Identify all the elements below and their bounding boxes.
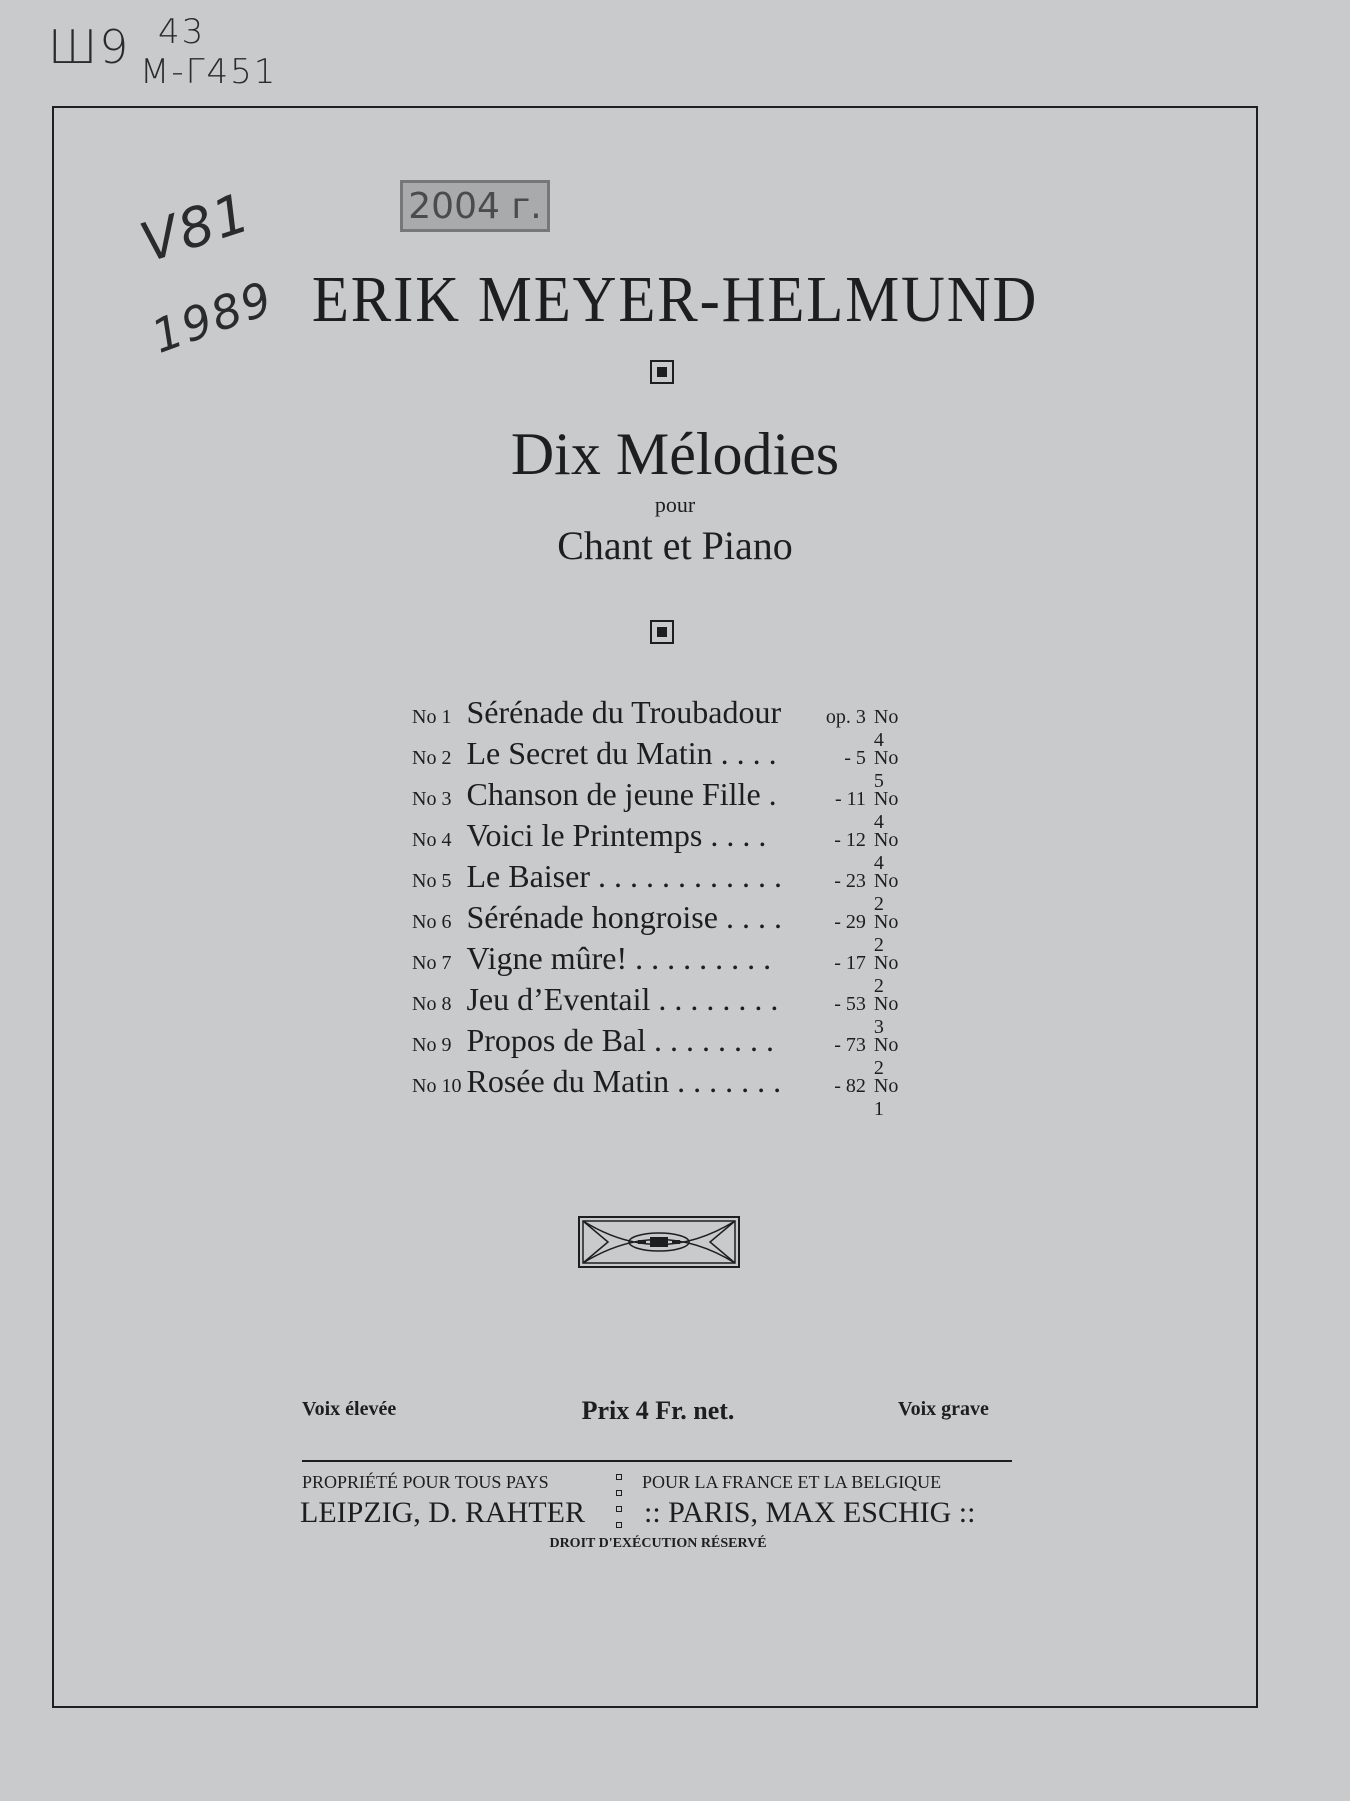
- contents-opno: No 2: [873, 1034, 899, 1079]
- contents-opno: No 1: [873, 1075, 899, 1120]
- contents-opno: No 3: [873, 993, 899, 1038]
- contents-song: Sérénade du Troubadour: [466, 694, 782, 730]
- contents-song: Jeu d’Eventail . . . . . . . .: [466, 981, 779, 1017]
- square-ornament-icon: [650, 360, 674, 384]
- decorative-vignette-icon: [578, 1216, 740, 1268]
- contents-song: Le Baiser . . . . . . . . . . . .: [466, 858, 782, 894]
- contents-row: [412, 940, 912, 997]
- territory-notice: POUR LA FRANCE ET LA BELGIQUE: [642, 1472, 942, 1492]
- contents-opno: No 4: [873, 788, 899, 833]
- contents-op: - 73: [834, 1034, 866, 1056]
- handwritten-number: 43: [158, 12, 206, 52]
- contents-op: op. 3: [825, 706, 866, 728]
- contents-num: No 8: [412, 993, 452, 1015]
- contents-list: [412, 694, 912, 1120]
- handwritten-catalog-code: М-Г451: [140, 52, 278, 92]
- dot-separator-icon: [616, 1474, 626, 1528]
- publisher-leipzig: LEIPZIG, D. RAHTER: [300, 1496, 585, 1529]
- contents-song: Propos de Bal . . . . . . . .: [466, 1022, 775, 1058]
- publisher-paris: :: PARIS, MAX ESCHIG ::: [644, 1496, 976, 1529]
- contents-num: No 6: [412, 911, 452, 933]
- contents-opno: No 4: [873, 829, 899, 874]
- contents-song: Sérénade hongroise . . . .: [466, 899, 782, 935]
- voice-high-label: Voix élevée: [302, 1398, 397, 1420]
- contents-row: [412, 776, 912, 833]
- contents-num: No 7: [412, 952, 452, 974]
- contents-row: [412, 858, 912, 915]
- contents-num: No 2: [412, 747, 452, 769]
- contents-opno: No 2: [873, 911, 899, 956]
- contents-op: - 11: [834, 788, 866, 810]
- contents-song: Le Secret du Matin . . . .: [466, 735, 777, 771]
- contents-song: Rosée du Matin . . . . . . .: [466, 1063, 782, 1099]
- contents-num: No 4: [412, 829, 452, 851]
- contents-op: - 12: [834, 829, 866, 851]
- performance-rights: DROIT D'EXÉCUTION RÉSERVÉ: [549, 1536, 767, 1551]
- price: Prix 4 Fr. net.: [581, 1396, 735, 1425]
- contents-row: [412, 694, 912, 751]
- title-connector: pour: [654, 492, 696, 517]
- contents-opno: No 2: [873, 870, 899, 915]
- contents-num: No 1: [412, 706, 452, 728]
- contents-num: No 9: [412, 1034, 452, 1056]
- contents-op: - 17: [834, 952, 866, 974]
- contents-opno: No 5: [873, 747, 899, 792]
- contents-num: No 5: [412, 870, 452, 892]
- property-notice: PROPRIÉTÉ POUR TOUS PAYS: [302, 1472, 549, 1492]
- handwritten-side-note-2: 1989: [144, 270, 281, 364]
- contents-opno: No 2: [873, 952, 899, 997]
- contents-op: - 29: [834, 911, 866, 933]
- contents-num: No 3: [412, 788, 452, 810]
- contents-num: No 10: [412, 1075, 462, 1097]
- handwritten-shelfmark: Ш9: [48, 20, 131, 74]
- contents-row: [412, 1022, 912, 1079]
- contents-song: Voici le Printemps . . . .: [466, 817, 767, 853]
- contents-op: - 23: [834, 870, 866, 892]
- work-title: Dix Mélodies: [510, 421, 840, 487]
- work-subtitle: Chant et Piano: [557, 523, 793, 568]
- voice-low-label: Voix grave: [898, 1398, 989, 1420]
- contents-row: [412, 981, 912, 1038]
- contents-row: [412, 1063, 912, 1120]
- contents-row: [412, 899, 912, 956]
- contents-song: Vigne mûre! . . . . . . . . .: [466, 940, 772, 976]
- composer-name: ERIK MEYER-HELMUND: [311, 263, 1039, 336]
- contents-op: - 5: [844, 747, 866, 769]
- contents-row: [412, 735, 912, 792]
- contents-opno: No 4: [873, 706, 899, 751]
- contents-song: Chanson de jeune Fille .: [466, 776, 777, 812]
- divider: [302, 1460, 1012, 1462]
- square-ornament-icon: [650, 620, 674, 644]
- handwritten-side-note: V81: [132, 180, 259, 275]
- contents-row: [412, 817, 912, 874]
- contents-op: - 53: [834, 993, 866, 1015]
- library-stamp: 2004 г.: [400, 180, 550, 232]
- contents-op: - 82: [834, 1075, 866, 1097]
